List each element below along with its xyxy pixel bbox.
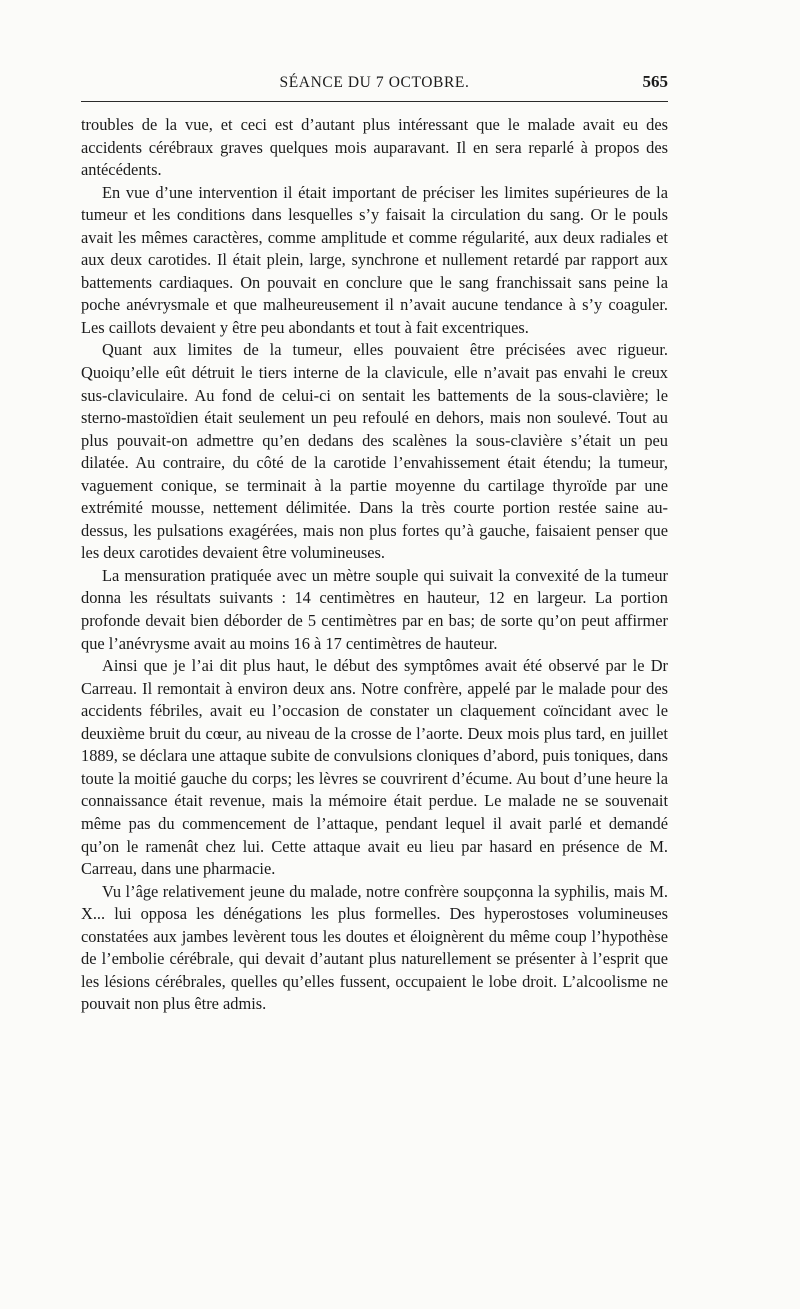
running-title: SÉANCE DU 7 OCTOBRE. (279, 74, 470, 91)
paragraph-2: En vue d’une intervention il était important de préciser les limites supérieures de la tumeur et les conditions dans lesquelles s’y faisait la circulation du sang. Or le pouls avait les mêmes caractères, comme amplitude et comme régularité, aux deux radiales et aux deux carotides. Il était plein, large, synchrone et nullement retardé par rapport aux battements cardiaques. On pouvait en conclure que le sang franchissait sans peine la poche anévrysmale et que malheureusement il n’avait aucune tendance à s’y coaguler. Les caillots devaient y être peu abondants et tout à fait excentriques. (81, 182, 668, 337)
body-text (81, 114, 668, 1016)
paragraph-4: La mensuration pratiquée avec un mètre souple qui suivait la convexité de la tumeur donna les résultats suivants : 14 centimètres en hauteur, 12 en largeur. La portion profonde devait bien déborder de 5 centimètres par en bas; de sorte qu’on peut affirmer que l’anévrysme avait au moins 16 à 17 centimètres de hauteur. (81, 565, 668, 653)
paragraph-1: troubles de la vue, et ceci est d’autant plus intéressant que le malade avait eu des accidents cérébraux graves quelques mois auparavant. Il en sera reparlé à propos des antécédents. (81, 115, 668, 180)
paragraph-3: Quant aux limites de la tumeur, elles pouvaient être précisées avec rigueur. Quoiqu’elle eût détruit le tiers interne de la clavicule, elle n’avait pas envahi le creux sus-claviculaire. Au fond de celui-ci on sentait les battements de la sous-clavière; le sterno-mastoïdien était seulement un peu refoulé en dehors, mais non soulevé. Tout au plus pouvait-on admettre qu’en dedans des scalènes la sous-clavière s’était un peu dilatée. Au contraire, du côté de la carotide l’envahissement était étendu; la tumeur, vaguement conique, se terminait à la partie moyenne du cartilage thyroïde par une extrémité mousse, nettement délimitée. Dans la très courte portion restée saine au-dessus, les pulsations exagérées, mais non plus fortes qu’à gauche, faisaient penser que les deux carotides devaient être volumineuses. (81, 340, 668, 563)
page-header (81, 74, 668, 98)
page-number: 565 (642, 72, 668, 91)
paragraph-6: Vu l’âge relativement jeune du malade, notre confrère soupçonna la syphilis, mais M. X... lui opposa les dénégations les plus formelles. Des hyperostoses volumineuses constatées aux jambes levèrent tous les doutes et éloignèrent du même coup l’hypothèse de l’embolie cérébrale, qui devait d’autant plus naturellement se présenter à l’esprit que les lésions cérébrales, quelles qu’elles fussent, occupaient le lobe droit. L’alcoolisme ne pouvait non plus être admis. (81, 881, 668, 1014)
header-rule (81, 101, 668, 102)
paragraph-5: Ainsi que je l’ai dit plus haut, le début des symptômes avait été observé par le Dr Carreau. Il remontait à environ deux ans. Notre confrère, appelé par le malade pour des accidents fébriles, avait eu l’occasion de constater un claquement coïncidant avec le deuxième bruit du cœur, au niveau de la crosse de l’aorte. Deux mois plus tard, en juillet 1889, se déclara une attaque subite de convulsions cloniques d’abord, puis toniques, dans toute la moitié gauche du corps; les lèvres se couvrirent d’écume. Au bout d’une heure la connaissance était revenue, mais la mémoire était perdue. Le malade ne se souvenait même pas du commencement de l’attaque, pendant lequel il avait parlé et demandé qu’on le ramenât chez lui. Cette attaque avait eu lieu par hasard en présence de M. Carreau, dans une pharmacie. (81, 656, 668, 879)
